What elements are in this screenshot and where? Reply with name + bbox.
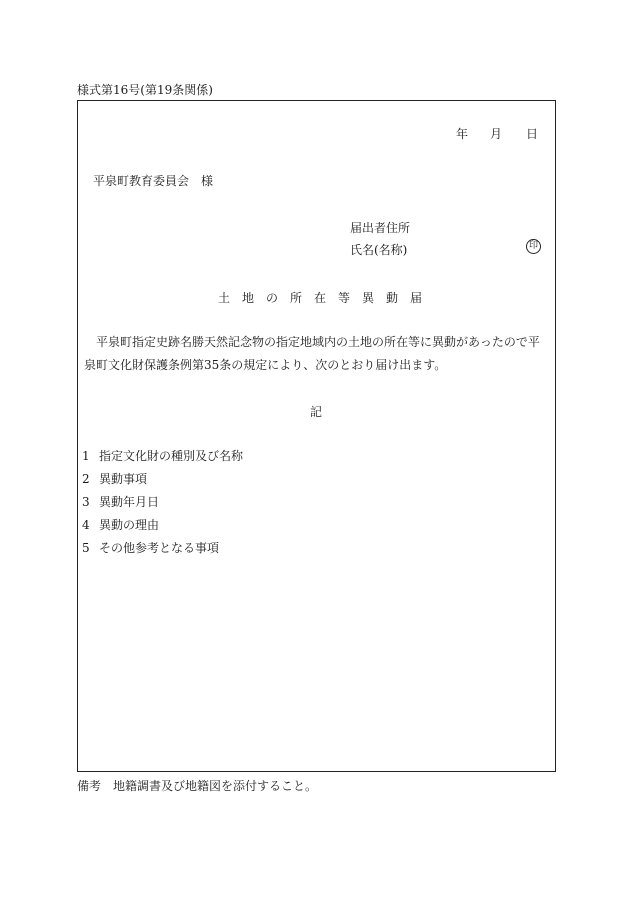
item-number: 2 [82,472,90,486]
remarks-text: 地籍調書及び地籍図を添付すること。 [113,779,318,793]
document-title: 土地の所在等異動届 [218,291,435,305]
list-item [82,470,243,493]
item-number: 4 [82,518,90,532]
item-label: 指定文化財の種別及び名称 [99,449,244,463]
items-list [82,447,243,562]
date-month: 月 [490,127,503,141]
ki-heading: 記 [310,405,323,419]
date-day: 日 [526,127,539,141]
item-number: 5 [82,541,90,555]
recipient: 平泉町教育委員会 様 [93,174,214,188]
form-number-label: 様式第16号(第19条関係) [77,83,213,97]
item-label: 異動の理由 [99,518,160,532]
list-item [82,447,243,470]
date-year: 年 [456,127,469,141]
applicant-name-label: 氏名(名称) [350,243,408,257]
item-label: 異動事項 [99,472,148,486]
body-paragraph [84,331,550,377]
form-frame [77,100,556,772]
remarks-note [77,777,317,794]
remarks-label: 備考 [77,779,102,793]
item-label: 異動年月日 [99,495,160,509]
date-line [456,125,538,142]
list-item [82,516,243,539]
item-label: その他参考となる事項 [99,541,220,555]
item-number: 3 [82,495,90,509]
list-item [82,493,243,516]
body-text: 平泉町指定史跡名勝天然記念物の指定地域内の土地の所在等に異動があったので平泉町文化財保護条例第35条の規定により、次のとおり届け出ます。 [84,335,540,372]
list-item [82,539,243,562]
applicant-address-label: 届出者住所 [350,221,411,235]
item-number: 1 [82,449,90,463]
seal-mark: 印 [526,239,541,254]
